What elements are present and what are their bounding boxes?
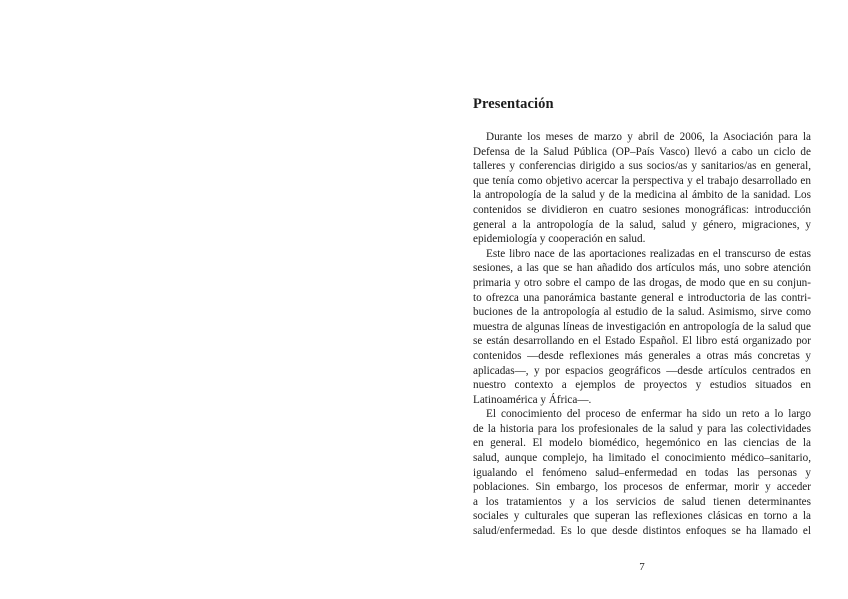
text-line: igualando el fenómeno salud–enfermedad en todas las personas y xyxy=(473,466,811,479)
text-line: sesiones, a las que se han añadido dos artículos más, uno sobre atención xyxy=(473,262,811,275)
text-line: epidemiología y cooperación en salud. xyxy=(473,233,646,246)
text-line: buciones de la antropología al estudio de la salud. Asimismo, sirve como xyxy=(473,306,811,319)
body-text xyxy=(473,130,811,539)
text-line: general a la antropología de la salud, salud y género, migraciones, y xyxy=(473,218,811,231)
text-line: de la historia para los profesionales de la salud y para las colectividades xyxy=(473,422,811,435)
text-line: contenidos se dividieron en cuatro sesiones monográficas: introducción xyxy=(473,203,811,216)
text-line: que tenía como objetivo acercar la perspectiva y el trabajo desarrollado en xyxy=(473,174,811,187)
text-line: muestra de algunas líneas de investigación en antropología de la salud que xyxy=(473,320,811,333)
text-line: primaria y otro sobre el campo de las drogas, de modo que en su conjun- xyxy=(473,276,811,289)
page-title: Presentación xyxy=(473,96,554,112)
paragraph xyxy=(473,130,811,247)
paragraph xyxy=(473,247,811,408)
text-line: nuestro contexto a ejemplos de proyectos y estudios situados en xyxy=(473,379,811,392)
paragraph-container xyxy=(473,130,811,539)
text-line: sociales y culturales que superan las reflexiones clásicas en torno a la xyxy=(473,510,811,523)
text-line: poblaciones. Sin embargo, los procesos de enfermar, morir y acceder xyxy=(473,481,811,494)
page-number: 7 xyxy=(639,561,645,573)
text-line: Durante los meses de marzo y abril de 2006, la Asociación para la xyxy=(486,131,811,143)
text-line: a los tratamientos y a los servicios de salud tienen determinantes xyxy=(473,495,811,508)
text-line: contenidos —desde reflexiones más generales a otras más concretas y xyxy=(473,349,811,362)
text-line: Defensa de la Salud Pública (OP–País Vasco) llevó a cabo un ciclo de xyxy=(473,145,811,158)
text-line: salud, aunque complejo, ha limitado el conocimiento médico–sanitario, xyxy=(473,452,811,465)
text-line: Latinoamérica y África—. xyxy=(473,393,592,406)
text-line: to ofrezca una panorámica bastante general e introductoria de las contri- xyxy=(473,291,811,304)
text-line: talleres y conferencias dirigido a sus socios/as y sanitarios/as en general, xyxy=(473,160,811,173)
text-line: se están desarrollando en el Estado Español. El libro está organizado por xyxy=(473,335,811,348)
text-line: salud/enfermedad. Es lo que desde distintos enfoques se ha llamado el xyxy=(473,525,811,538)
text-line: Este libro nace de las aportaciones realizadas en el transcurso de estas xyxy=(486,247,811,260)
text-line: El conocimiento del proceso de enfermar ha sido un reto a lo largo xyxy=(486,408,811,421)
book-page-right xyxy=(473,0,811,599)
text-line: la antropología de la salud y de la medicina al ámbito de la sanidad. Los xyxy=(473,189,811,202)
text-line: aplicadas—, y por espacios geográficos —desde artículos centrados en xyxy=(473,364,811,377)
text-line: en general. El modelo biomédico, hegemónico en las ciencias de la xyxy=(473,437,811,450)
paragraph xyxy=(473,407,811,538)
